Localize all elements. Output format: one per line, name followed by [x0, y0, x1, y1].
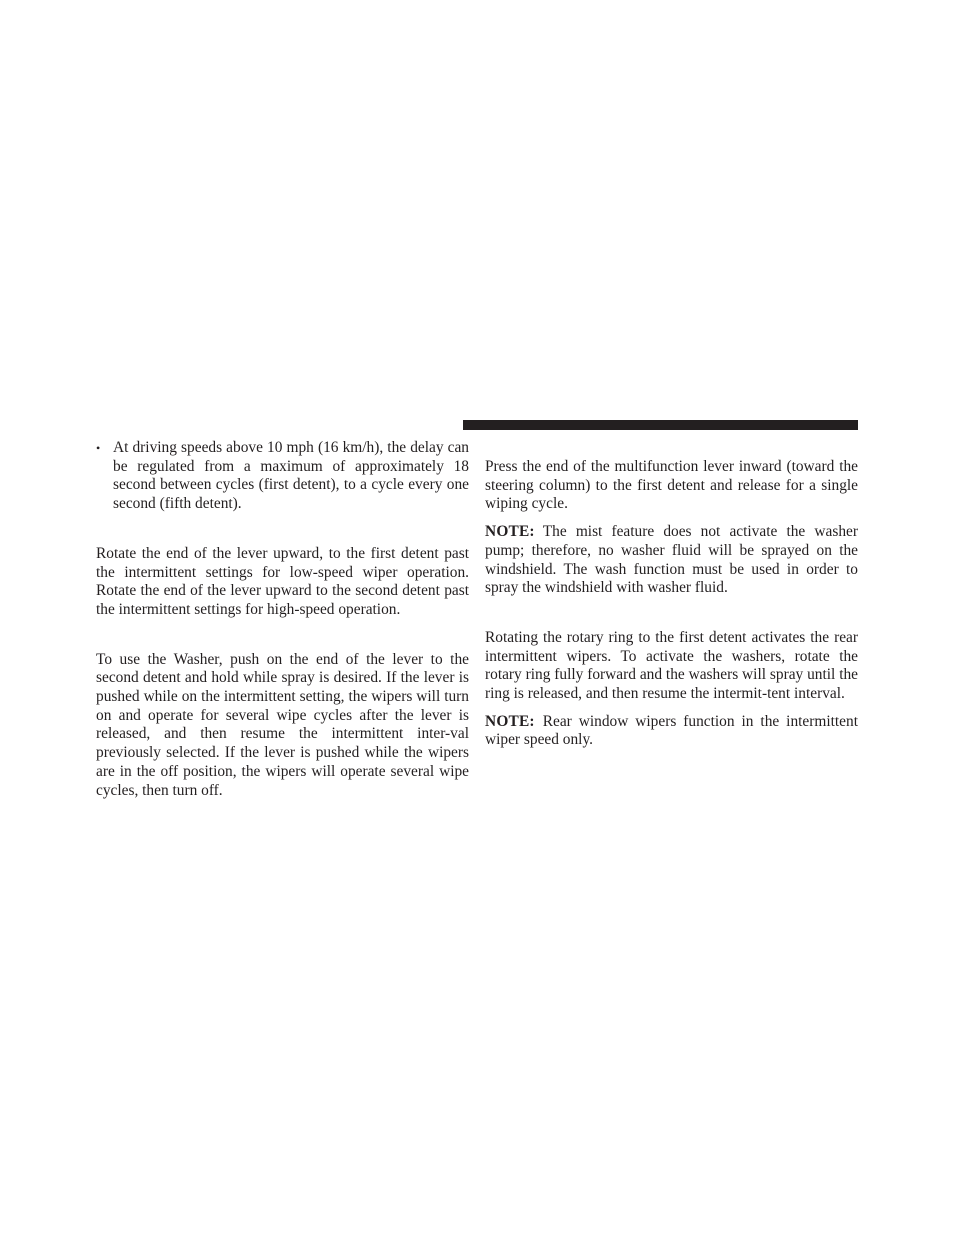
mist-paragraph: Press the end of the multifunction lever inward (toward the steering column) to the first detent and release for a single wiping cycle. — [485, 458, 858, 513]
note-label: NOTE: — [485, 712, 535, 730]
wiper-speed-paragraph: Rotate the end of the lever upward, to the first detent past the intermittent settings for low-speed wiper operation. Rotate the end of the lever upward to the second detent past the intermittent settings for high-speed operation. — [96, 544, 469, 618]
rear-wiper-note — [485, 713, 858, 750]
washer-paragraph: To use the Washer, push on the end of the lever to the second detent and hold while spray is desired. If the lever is pushed while on the intermittent setting, the wipers will turn on and operate for several wipe cycles after the lever is released, and then resume the intermittent inter-val previously selected. If the lever is pushed while the wipers are in the off position, the wipers will operate several wipe cycles, then turn off. — [96, 650, 469, 799]
note-label: NOTE: — [485, 523, 535, 541]
rear-wiper-paragraph: Rotating the rotary ring to the first detent activates the rear intermittent wipers. To activate the washers, rotate the rotary ring fully forward and the washers will spray until the ring is released, and then resume the intermit-tent interval. — [485, 628, 858, 703]
bullet-list-item — [96, 439, 469, 514]
section-divider-bar — [463, 420, 858, 430]
bullet-text: At driving speeds above 10 mph (16 km/h), the delay can be regulated from a maximum of approximately 18 second between cycles (first detent), to a cycle every one second (fifth detent). — [113, 439, 469, 513]
mist-note — [485, 523, 858, 598]
left-column — [96, 439, 469, 800]
bullet-icon: • — [96, 441, 101, 455]
note-text: Rear window wipers function in the intermittent wiper speed only. — [485, 712, 858, 749]
right-column — [485, 458, 858, 750]
note-text: The mist feature does not activate the washer pump; therefore, no washer fluid will be sprayed on the windshield. The wash function must be used in order to spray the windshield with washer fluid. — [485, 523, 858, 597]
